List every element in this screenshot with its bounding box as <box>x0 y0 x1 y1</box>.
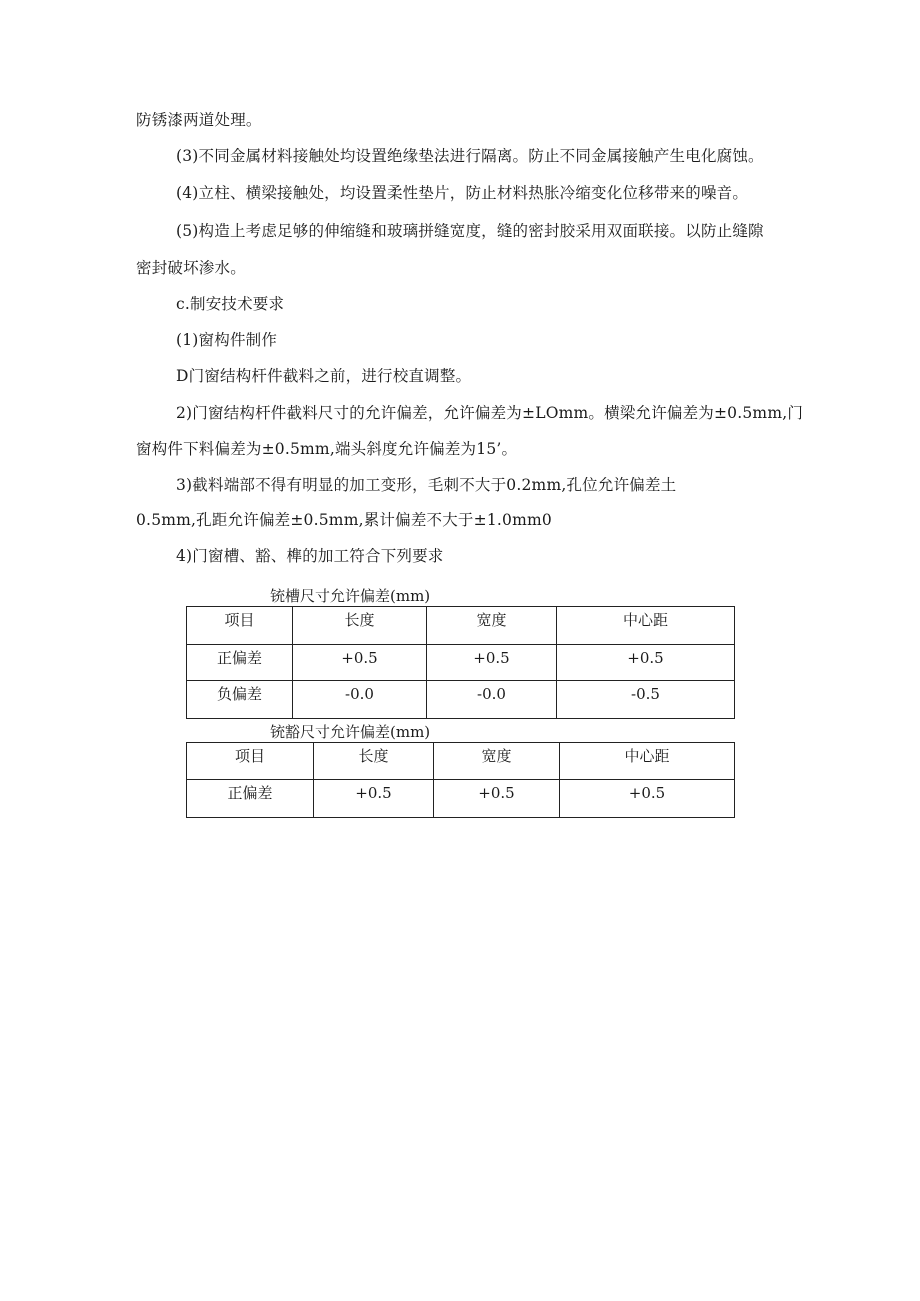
paragraph-line: (3)不同金属材料接触处均设置绝缘垫法进行隔离。防止不同金属接触产生电化腐蚀。 <box>176 147 764 165</box>
table-cell: 长度 <box>314 743 434 780</box>
table-cell: -0.0 <box>293 681 427 719</box>
table-cell: 项目 <box>187 607 293 645</box>
table-cell: +0.5 <box>434 780 560 818</box>
paragraph-line: 防锈漆两道处理。 <box>136 111 262 129</box>
table-cell: +0.5 <box>314 780 434 818</box>
table-cell: 正偏差 <box>187 780 314 818</box>
table-cell: 项目 <box>187 743 314 780</box>
paragraph-line: 0.5mm,孔距允许偏差±0.5mm,累计偏差不大于±1.0mm0 <box>136 511 552 529</box>
table-header-row <box>187 607 735 645</box>
table-row <box>187 780 735 818</box>
paragraph-line: 2)门窗结构杆件截料尺寸的允许偏差，允许偏差为±LOmm。横梁允许偏差为±0.5mm,门 <box>176 404 804 422</box>
table-cell: +0.5 <box>427 645 557 681</box>
paragraph-line: (5)构造上考虑足够的伸缩缝和玻璃拼缝宽度，缝的密封胶采用双面联接。以防止缝隙 <box>176 222 764 240</box>
section-heading: c.制安技术要求 <box>176 295 285 313</box>
table-cell: 中心距 <box>557 607 735 645</box>
table-cell: +0.5 <box>557 645 735 681</box>
notch-tolerance-table <box>186 742 735 818</box>
table-row <box>187 645 735 681</box>
table-cell: 宽度 <box>427 607 557 645</box>
subsection-heading: (1)窗构件制作 <box>176 331 278 349</box>
table-cell: -0.5 <box>557 681 735 719</box>
table-cell: +0.5 <box>293 645 427 681</box>
table-caption: 铳槽尺寸允许偏差(mm) <box>270 587 431 605</box>
paragraph-line: 窗构件下料偏差为±0.5mm,端头斜度允许偏差为15’。 <box>136 440 518 458</box>
paragraph-line: 4)门窗槽、豁、榫的加工符合下列要求 <box>176 547 444 565</box>
paragraph-line: (4)立柱、横梁接触处，均设置柔性垫片，防止材料热胀冷缩变化位移带来的噪音。 <box>176 184 749 202</box>
paragraph-line: 密封破坏渗水。 <box>136 259 246 277</box>
slot-tolerance-table <box>186 606 735 719</box>
table-cell: -0.0 <box>427 681 557 719</box>
table-cell: 宽度 <box>434 743 560 780</box>
table-row <box>187 681 735 719</box>
table-cell: +0.5 <box>560 780 735 818</box>
paragraph-line: 3)截料端部不得有明显的加工变形，毛刺不大于0.2mm,孔位允许偏差土 <box>176 476 677 494</box>
table-caption: 铳豁尺寸允许偏差(mm) <box>270 723 431 741</box>
table-cell: 中心距 <box>560 743 735 780</box>
table-header-row <box>187 743 735 780</box>
table-cell: 负偏差 <box>187 681 293 719</box>
table-cell: 正偏差 <box>187 645 293 681</box>
paragraph-line: D门窗结构杆件截料之前，进行校直调整。 <box>176 367 472 385</box>
table-cell: 长度 <box>293 607 427 645</box>
